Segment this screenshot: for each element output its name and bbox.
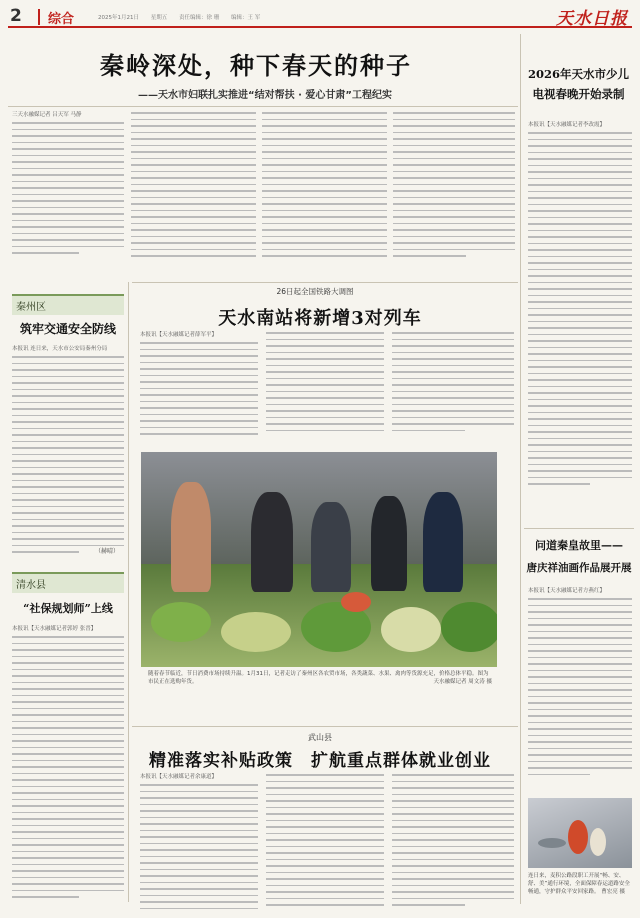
bottom-story-col3 [392,774,514,911]
divider [132,726,518,727]
side-story-top-headline-1: 2026年天水市少儿 [527,67,629,81]
column-divider [520,34,521,904]
side-story-bottom-headline-1: 问道秦皇故里—— [535,539,623,552]
side-story-top-headline-2: 电视春晚开始录制 [532,87,625,101]
masthead [8,6,632,28]
photo-caption-credit: 天水融媒记者 周文涛 摄 [433,679,492,685]
side-photo-caption-text: 连日来，麦积公路段职工开展“畅、安、舒、美”通行环境，全面保障春运道路安全畅通，守护群众平安回家路。 [528,873,630,895]
left-section-1-headline: 筑牢交通安全防线 [19,322,116,336]
lead-article-col3 [262,112,387,262]
photo-caption-text: 随着春节临近，节日消费市场持续升温。1月31日，记者走访了秦州区各农贸市场，各类蔬菜、水果、禽肉等货源充足，价格总体平稳。图为市民正在选购年货。 [148,671,489,685]
newspaper-logo: 天水日报 [556,9,628,29]
side-photo-caption-credit: 曹宏亮 摄 [601,889,626,895]
side-photo-caption [528,872,632,896]
side-story-top-body [528,132,632,490]
lead-subheadline: ——天水市妇联扎实推进“结对帮扶 · 爱心甘肃”工程纪实 [138,90,392,101]
divider [132,282,518,283]
bottom-story-headline: 精准落实补贴政策 扩航重点群体就业创业 [149,751,491,771]
left-section-1-body [12,356,124,558]
middle-story-headline: 天水南站将新增3对列车 [218,308,422,329]
left-section-1-credit: （赫晴） [95,548,120,555]
bottom-story-col2 [266,774,384,911]
bottom-story-kicker: 武山县 [308,733,332,742]
masthead-divider [38,9,40,25]
middle-story-byline-block [140,330,260,338]
left-section-1-byline-block [12,344,124,352]
photo-caption [148,670,492,686]
market-photo [141,452,497,667]
side-story-top-byline: 本报讯【天水融媒记者李改霞】 [528,122,606,128]
lead-byline-block [12,110,124,118]
road-workers-photo [528,798,632,868]
left-section-1-byline: 本报讯 连日来，天水市公安局秦州分局 [12,346,108,352]
masthead-meta [98,13,270,21]
section-label-qinzhou: 秦州区 [12,294,124,315]
lead-article-col2 [131,112,256,262]
layout-editor: 编辑：王 军 [231,15,261,21]
lead-article-col4 [393,112,515,262]
side-story-bottom-headline-2: 唐庆祥油画作品展开展 [526,562,632,574]
divider [524,528,634,529]
page-number: 2 [10,6,22,26]
left-section-2-byline-block [12,624,124,632]
left-section-2-byline: 本报讯【天水融媒记者郭婷 张晋】 [12,626,97,632]
side-story-bottom-byline-block [528,586,632,594]
left-section-2-headline: “社保规划师”上线 [23,602,113,615]
bottom-story-col1 [140,784,258,914]
section-label-qingshui: 清水县 [12,572,124,593]
section-tag: 综合 [48,12,75,27]
column-divider [128,282,129,902]
lead-article-col1 [12,122,124,259]
bottom-story-byline: 本报讯【天水融媒记者余康道】 [140,774,218,780]
side-story-bottom-byline: 本报讯【天水融媒记者方燕红】 [528,588,606,594]
middle-story-kicker: 26日起全国铁路大调图 [276,287,354,296]
weekday: 星期五 [150,15,168,21]
lead-headline: 秦岭深处，种下春天的种子 [100,51,412,80]
middle-story-col2 [266,332,384,436]
editor: 责任编辑：徐 珊 [179,15,220,21]
left-section-2-body [12,636,124,903]
side-story-bottom-body [528,598,632,780]
middle-story-col1 [140,342,258,440]
side-story-top-byline-block [528,120,632,128]
side-story-top [525,56,632,104]
issue-date: 2025年1月21日 [98,15,139,21]
divider [8,106,518,107]
middle-story-col3 [392,332,514,436]
bottom-story-byline-block [140,772,260,780]
middle-story-byline: 本报讯【天水融媒记者薛军平】 [140,332,218,338]
lead-byline: 三天水融媒记者 吕天军 马静 [12,112,82,118]
